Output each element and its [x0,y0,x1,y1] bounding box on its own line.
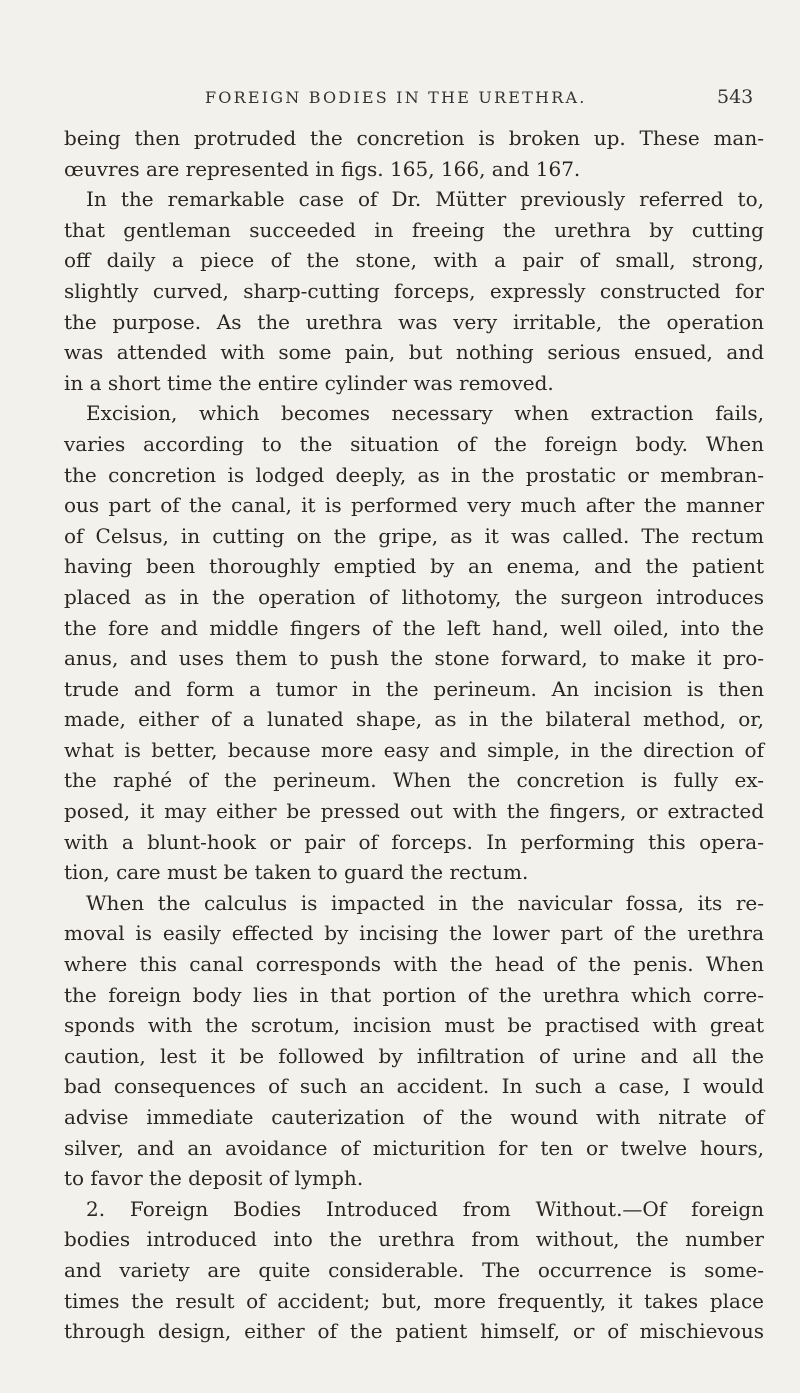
text-line: tion, care must be taken to guard the rectum. [64,860,529,885]
text-line: the purpose. As the urethra was very irritable, the operation [64,309,764,334]
text-line: 2. Foreign Bodies Introduced from Without.—Of foreign [86,1196,764,1221]
text-line: that gentleman succeeded in freeing the urethra by cutting [64,217,764,242]
page-number: 543 [717,86,754,108]
text-line: being then protruded the concretion is broken up. These man- [64,126,764,150]
text-line: to favor the deposit of lymph. [64,1166,364,1191]
text-line: with a blunt-hook or pair of forceps. In performing this opera- [64,829,764,854]
text-line: posed, it may either be pressed out with the fingers, or extracted [64,799,764,824]
text-line: bodies introduced into the urethra from without, the number [64,1227,764,1252]
text-line: of Celsus, in cutting on the gripe, as it was called. The rectum [64,523,764,548]
text-line: œuvres are represented in figs. 165, 166, and 167. [64,156,581,181]
text-line: the concretion is lodged deeply, as in the prostatic or membran- [64,462,764,487]
text-line: the raphé of the perineum. When the concretion is fully ex- [64,768,764,793]
text-line: In the remarkable case of Dr. Mütter previously referred to, [86,187,764,212]
text-line: ous part of the canal, it is performed very much after the manner [64,493,764,518]
text-line: moval is easily effected by incising the lower part of the urethra [64,921,764,946]
text-line: anus, and uses them to push the stone forward, to make it pro- [64,646,764,671]
text-line: where this canal corresponds with the head of the penis. When [64,952,764,977]
text-line: times the result of accident; but, more frequently, it takes place [64,1288,764,1313]
text-line: varies according to the situation of the foreign body. When [64,431,764,456]
text-line: slightly curved, sharp-cutting forceps, expressly constructed for [64,278,764,303]
text-line: having been thoroughly emptied by an enema, and the patient [64,554,764,579]
text-line: placed as in the operation of lithotomy, the surgeon introduces [64,584,764,609]
text-line: the fore and middle fingers of the left hand, well oiled, into the [64,615,764,640]
text-line: and variety are quite considerable. The occurrence is some- [64,1257,764,1282]
text-line: caution, lest it be followed by infiltration of urine and all the [64,1043,764,1068]
text-line: When the calculus is impacted in the navicular fossa, its re- [86,890,764,915]
body-text [64,123,764,1347]
text-line: was attended with some pain, but nothing serious ensued, and [64,340,764,365]
text-line: trude and form a tumor in the perineum. An incision is then [64,676,764,701]
text-line: sponds with the scrotum, incision must be practised with great [64,1013,764,1038]
text-line: advise immediate cauterization of the wound with nitrate of [64,1105,764,1129]
text-line: what is better, because more easy and simple, in the direction of [64,737,764,762]
text-line: Excision, which becomes necessary when extraction fails, [86,401,764,426]
text-line: off daily a piece of the stone, with a pair of small, strong, [64,248,764,273]
text-line: the foreign body lies in that portion of the urethra which corre- [64,982,764,1007]
text-line: in a short time the entire cylinder was removed. [64,370,554,395]
text-line: bad consequences of such an accident. In such a case, I would [64,1074,764,1099]
running-header: FOREIGN BODIES IN THE URETHRA. [205,88,587,107]
text-line: made, either of a lunated shape, as in the bilateral method, or, [64,707,764,732]
text-line: silver, and an avoidance of micturition for ten or twelve hours, [64,1135,764,1160]
text-line: through design, either of the patient himself, or of mischievous [64,1319,764,1344]
